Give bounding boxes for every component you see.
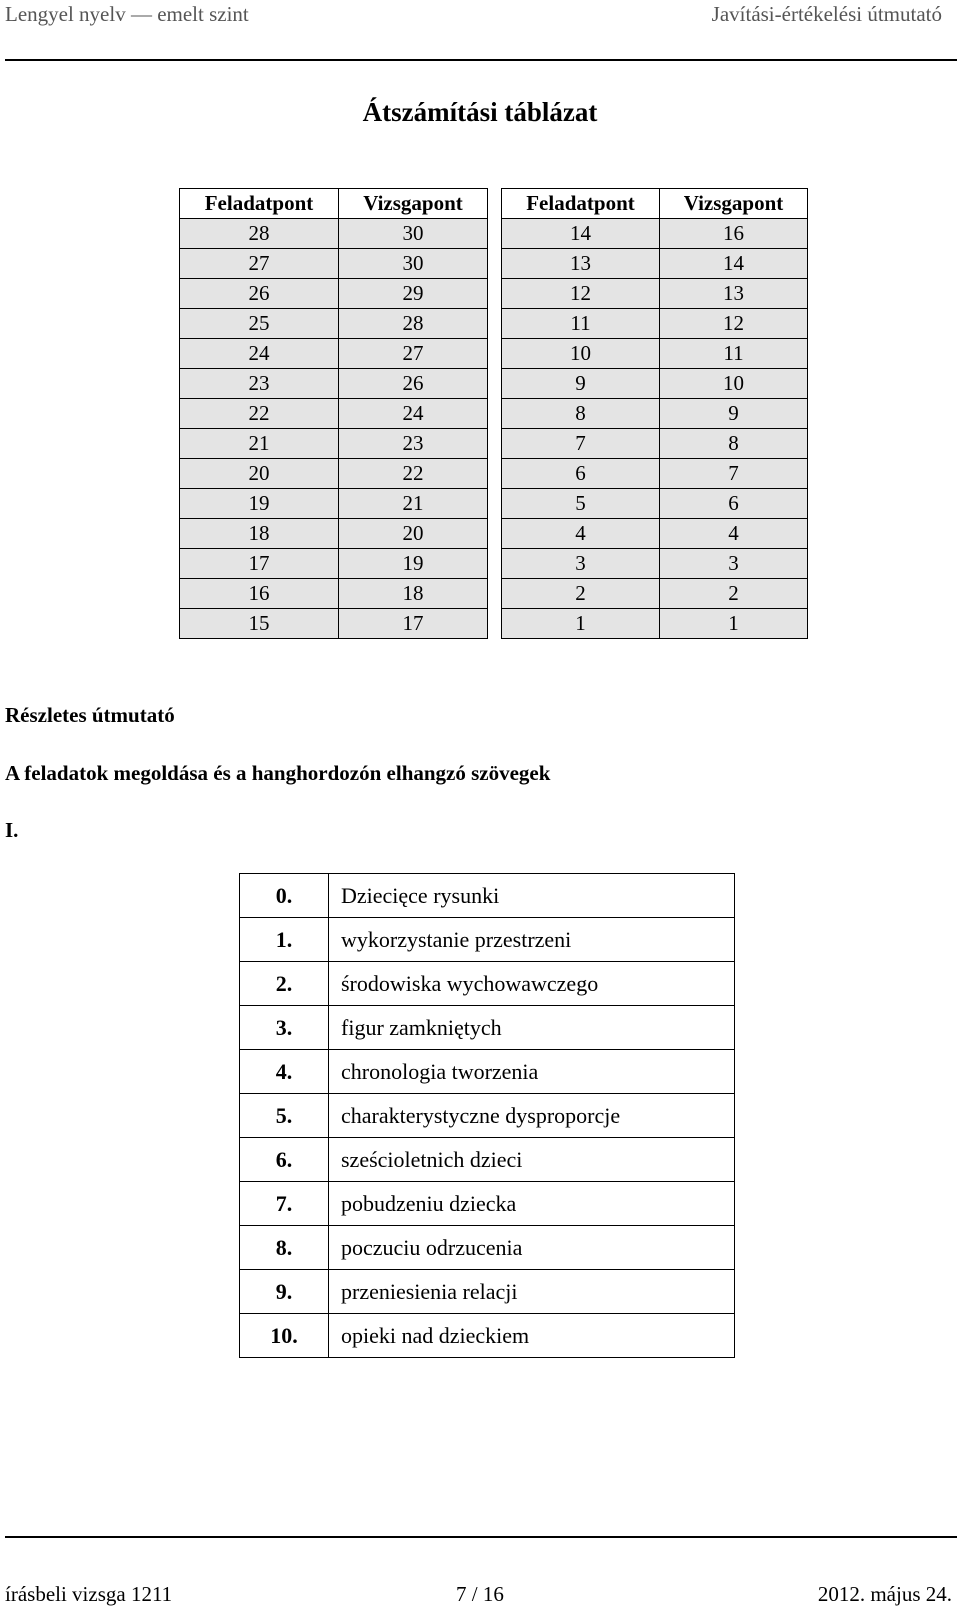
feladatpont-cell: 28 (180, 219, 339, 249)
vizsgapont-cell: 18 (339, 579, 488, 609)
answer-number: 0. (240, 874, 329, 918)
column-header-vizsgapont: Vizsgapont (660, 189, 808, 219)
answer-text: wykorzystanie przestrzeni (329, 918, 735, 962)
footer-date: 2012. május 24. (817, 1582, 952, 1606)
vizsgapont-cell: 24 (339, 399, 488, 429)
vizsgapont-cell: 28 (339, 309, 488, 339)
table-row (502, 579, 808, 609)
feladatpont-cell: 11 (502, 309, 660, 339)
answer-row (240, 1006, 735, 1050)
table-row (180, 249, 488, 279)
vizsgapont-cell: 20 (339, 519, 488, 549)
feladatpont-cell: 24 (180, 339, 339, 369)
table-row (180, 519, 488, 549)
vizsgapont-cell: 26 (339, 369, 488, 399)
section-heading-detailed-guide: Részletes útmutató (5, 703, 175, 727)
header-doc-type: Javítási-értékelési útmutató (711, 2, 942, 26)
vizsgapont-cell: 30 (339, 219, 488, 249)
conversion-table-right (501, 188, 808, 639)
feladatpont-cell: 13 (502, 249, 660, 279)
table-row (180, 399, 488, 429)
table-row (502, 549, 808, 579)
answer-text: figur zamkniętych (329, 1006, 735, 1050)
table-row (180, 579, 488, 609)
conversion-table-left (179, 188, 488, 639)
section-number: I. (5, 818, 19, 842)
feladatpont-cell: 2 (502, 579, 660, 609)
table-row (502, 489, 808, 519)
vizsgapont-cell: 13 (660, 279, 808, 309)
answer-row (240, 874, 735, 918)
table-row (180, 369, 488, 399)
vizsgapont-cell: 6 (660, 489, 808, 519)
answer-number: 10. (240, 1314, 329, 1358)
table-row (502, 219, 808, 249)
answer-number: 7. (240, 1182, 329, 1226)
feladatpont-cell: 16 (180, 579, 339, 609)
answer-text: poczuciu odrzucenia (329, 1226, 735, 1270)
feladatpont-cell: 12 (502, 279, 660, 309)
table-row (180, 549, 488, 579)
answer-number: 2. (240, 962, 329, 1006)
table-row (502, 249, 808, 279)
answer-number: 5. (240, 1094, 329, 1138)
answer-row (240, 918, 735, 962)
answer-number: 3. (240, 1006, 329, 1050)
feladatpont-cell: 5 (502, 489, 660, 519)
footer-divider (5, 1536, 957, 1538)
answer-text: Dziecięce rysunki (329, 874, 735, 918)
answer-text: chronologia tworzenia (329, 1050, 735, 1094)
answer-row (240, 1270, 735, 1314)
vizsgapont-cell: 4 (660, 519, 808, 549)
header-subject: Lengyel nyelv — emelt szint (5, 2, 249, 26)
feladatpont-cell: 22 (180, 399, 339, 429)
table-row (180, 489, 488, 519)
answer-number: 8. (240, 1226, 329, 1270)
column-header-feladatpont: Feladatpont (180, 189, 339, 219)
vizsgapont-cell: 14 (660, 249, 808, 279)
answer-row (240, 1226, 735, 1270)
table-row (180, 279, 488, 309)
table-header-row (502, 189, 808, 219)
answer-text: sześcioletnich dzieci (329, 1138, 735, 1182)
table-row (180, 459, 488, 489)
vizsgapont-cell: 22 (339, 459, 488, 489)
vizsgapont-cell: 23 (339, 429, 488, 459)
header-divider (5, 59, 957, 61)
table-row (502, 369, 808, 399)
answer-number: 4. (240, 1050, 329, 1094)
vizsgapont-cell: 17 (339, 609, 488, 639)
feladatpont-cell: 15 (180, 609, 339, 639)
answer-key-table (239, 873, 735, 1358)
vizsgapont-cell: 12 (660, 309, 808, 339)
page-title: Átszámítási táblázat (362, 97, 598, 127)
column-header-vizsgapont: Vizsgapont (339, 189, 488, 219)
section-heading-solutions: A feladatok megoldása és a hanghordozón elhangzó szövegek (5, 761, 551, 785)
feladatpont-cell: 7 (502, 429, 660, 459)
vizsgapont-cell: 21 (339, 489, 488, 519)
answer-row (240, 962, 735, 1006)
vizsgapont-cell: 19 (339, 549, 488, 579)
feladatpont-cell: 23 (180, 369, 339, 399)
answer-text: charakterystyczne dysproporcje (329, 1094, 735, 1138)
feladatpont-cell: 14 (502, 219, 660, 249)
table-row (502, 459, 808, 489)
table-row (180, 219, 488, 249)
feladatpont-cell: 25 (180, 309, 339, 339)
vizsgapont-cell: 30 (339, 249, 488, 279)
answer-row (240, 1050, 735, 1094)
feladatpont-cell: 3 (502, 549, 660, 579)
feladatpont-cell: 17 (180, 549, 339, 579)
feladatpont-cell: 20 (180, 459, 339, 489)
table-header-row (180, 189, 488, 219)
vizsgapont-cell: 29 (339, 279, 488, 309)
answer-row (240, 1182, 735, 1226)
answer-row (240, 1314, 735, 1358)
feladatpont-cell: 4 (502, 519, 660, 549)
vizsgapont-cell: 1 (660, 609, 808, 639)
feladatpont-cell: 21 (180, 429, 339, 459)
vizsgapont-cell: 16 (660, 219, 808, 249)
feladatpont-cell: 8 (502, 399, 660, 429)
table-row (502, 279, 808, 309)
feladatpont-cell: 1 (502, 609, 660, 639)
answer-row (240, 1138, 735, 1182)
table-row (180, 339, 488, 369)
vizsgapont-cell: 27 (339, 339, 488, 369)
answer-text: przeniesienia relacji (329, 1270, 735, 1314)
feladatpont-cell: 9 (502, 369, 660, 399)
table-row (180, 429, 488, 459)
feladatpont-cell: 10 (502, 339, 660, 369)
feladatpont-cell: 18 (180, 519, 339, 549)
answer-number: 6. (240, 1138, 329, 1182)
table-row (502, 309, 808, 339)
vizsgapont-cell: 2 (660, 579, 808, 609)
feladatpont-cell: 26 (180, 279, 339, 309)
table-row (502, 399, 808, 429)
answer-number: 1. (240, 918, 329, 962)
column-header-feladatpont: Feladatpont (502, 189, 660, 219)
answer-text: środowiska wychowawczego (329, 962, 735, 1006)
table-row (180, 609, 488, 639)
table-row (502, 429, 808, 459)
table-row (502, 519, 808, 549)
feladatpont-cell: 27 (180, 249, 339, 279)
vizsgapont-cell: 7 (660, 459, 808, 489)
vizsgapont-cell: 11 (660, 339, 808, 369)
vizsgapont-cell: 8 (660, 429, 808, 459)
table-row (502, 339, 808, 369)
vizsgapont-cell: 10 (660, 369, 808, 399)
feladatpont-cell: 19 (180, 489, 339, 519)
footer-page-number: 7 / 16 (456, 1582, 504, 1606)
answer-row (240, 1094, 735, 1138)
vizsgapont-cell: 9 (660, 399, 808, 429)
table-row (502, 609, 808, 639)
answer-number: 9. (240, 1270, 329, 1314)
footer-exam-code: írásbeli vizsga 1211 (5, 1582, 173, 1606)
vizsgapont-cell: 3 (660, 549, 808, 579)
table-row (180, 309, 488, 339)
answer-text: opieki nad dzieckiem (329, 1314, 735, 1358)
feladatpont-cell: 6 (502, 459, 660, 489)
answer-text: pobudzeniu dziecka (329, 1182, 735, 1226)
